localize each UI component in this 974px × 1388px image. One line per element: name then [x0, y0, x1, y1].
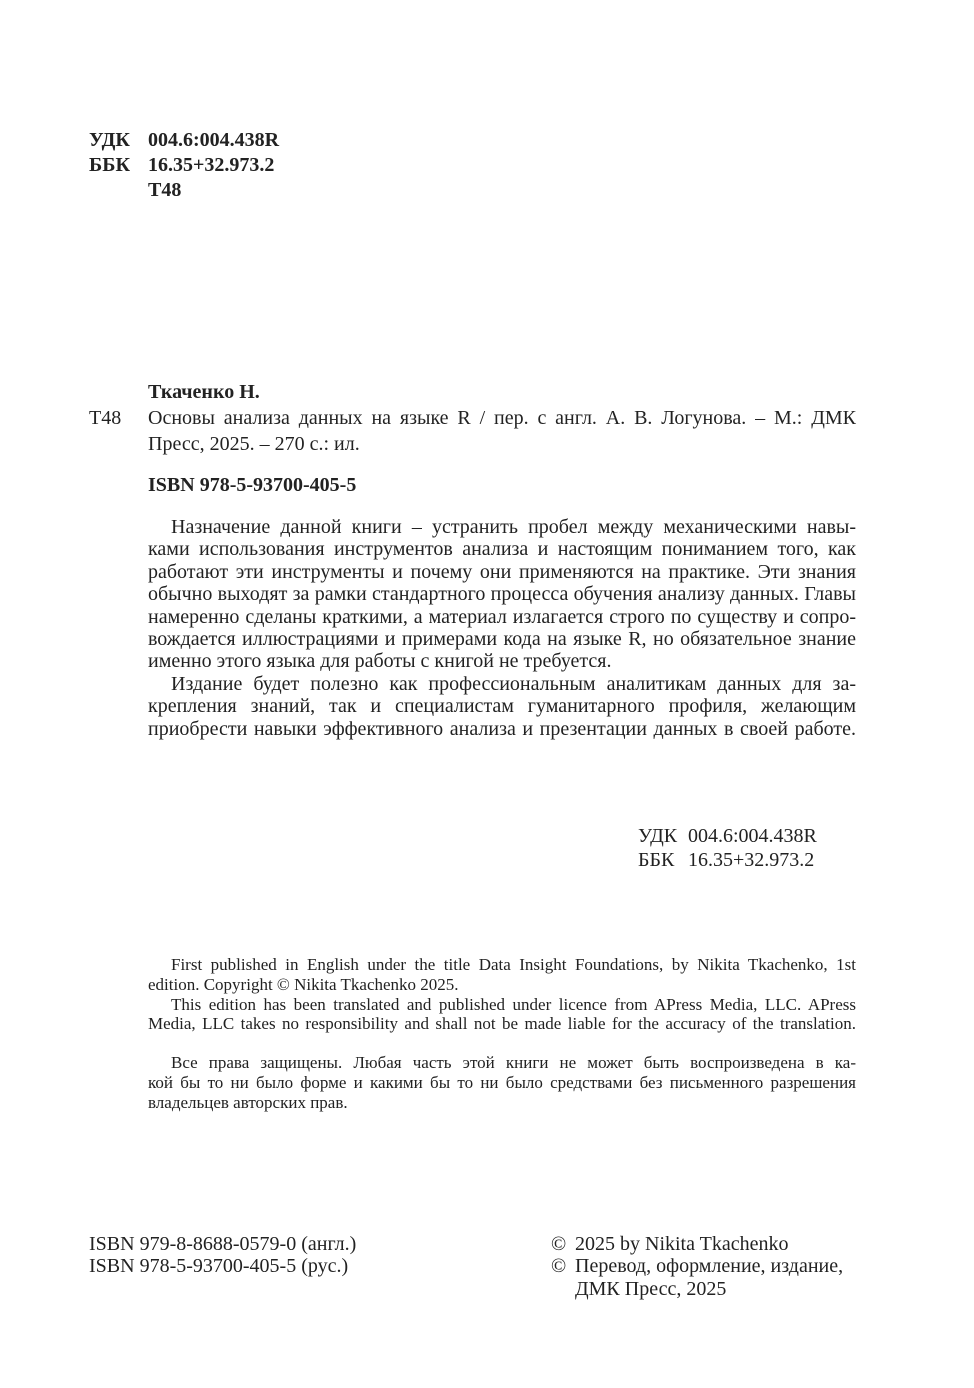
text-line: работают эти инструменты и почему они применяются на практике. Эти знания: [148, 560, 856, 583]
bbk-value: 16.35+32.973.2: [148, 154, 275, 176]
isbn-russian: ISBN 978-5-93700-405-5 (рус.): [89, 1255, 349, 1277]
text-line: приобрести навыки эффективного анализа и презентации данных в своей работе.: [148, 717, 856, 740]
text-line: именно этого языка для работы с книгой не требуется.: [148, 650, 612, 673]
text-line: кой бы то ни было форме и какими бы то ни было средствами без письменного разрешения: [148, 1073, 856, 1092]
copyright-symbol: ©: [551, 1255, 567, 1277]
copyright-author: 2025 by Nikita Tkachenko: [575, 1233, 789, 1255]
title-line: Пресс, 2025. – 270 с.: ил.: [148, 433, 360, 455]
isbn-english: ISBN 979-8-8688-0579-0 (англ.): [89, 1233, 357, 1255]
copyright-symbol: ©: [551, 1233, 567, 1255]
udk-label: УДК: [638, 825, 678, 847]
text-line: Все права защищены. Любая часть этой книги не может быть воспроизведена в ка-: [171, 1053, 856, 1072]
udk-value: 004.6:004.438R: [688, 825, 817, 847]
text-line: намеренно сделаны краткими, а материал излагается строго по существу и сопро-: [148, 605, 856, 628]
bbk-label: ББК: [638, 849, 675, 871]
copyright-publisher: ДМК Пресс, 2025: [575, 1278, 727, 1300]
text-line: ками использования инструментов анализа и настоящим пониманием того, как: [148, 538, 856, 561]
text-line: Назначение данной книги – устранить пробел между механическими навы-: [171, 516, 856, 538]
udk-value: 004.6:004.438R: [148, 129, 280, 151]
text-line: крепления знаний, так и специалистам гуманитарного профиля, желающим: [148, 695, 856, 718]
text-line: edition. Copyright © Nikita Tkachenko 2025.: [148, 974, 459, 994]
bbk-value: 16.35+32.973.2: [688, 849, 815, 871]
text-line: обычно выходят за рамки стандартного процесса обучения анализу данных. Главы: [148, 583, 856, 606]
text-line: This edition has been translated and published under licence from APress Media, LLC. APress: [171, 994, 856, 1014]
text-line: вождается иллюстрациями и примерами кода на языке R, но обязательное знание: [148, 628, 856, 650]
udk-label: УДК: [89, 129, 130, 151]
text-line: Media, LLC takes no responsibility and shall not be made liable for the accuracy of the translation.: [148, 1014, 856, 1034]
title-line: Основы анализа данных на языке R / пер. с англ. А. В. Логунова. – М.: ДМК: [148, 407, 856, 429]
text-line: First published in English under the title Data Insight Foundations, by Nikita Tkachenko, 1st: [171, 955, 856, 974]
text-line: Издание будет полезно как профессиональным аналитикам данных для за-: [171, 672, 856, 695]
bbk-label: ББК: [89, 154, 130, 176]
author: Ткаченко Н.: [148, 381, 260, 403]
author-mark: Т48: [148, 179, 182, 201]
copyright-translation: Перевод, оформление, издание,: [575, 1255, 844, 1277]
entry-mark: Т48: [89, 407, 122, 429]
isbn: ISBN 978-5-93700-405-5: [148, 474, 357, 496]
text-line: владельцев авторских прав.: [148, 1093, 348, 1112]
